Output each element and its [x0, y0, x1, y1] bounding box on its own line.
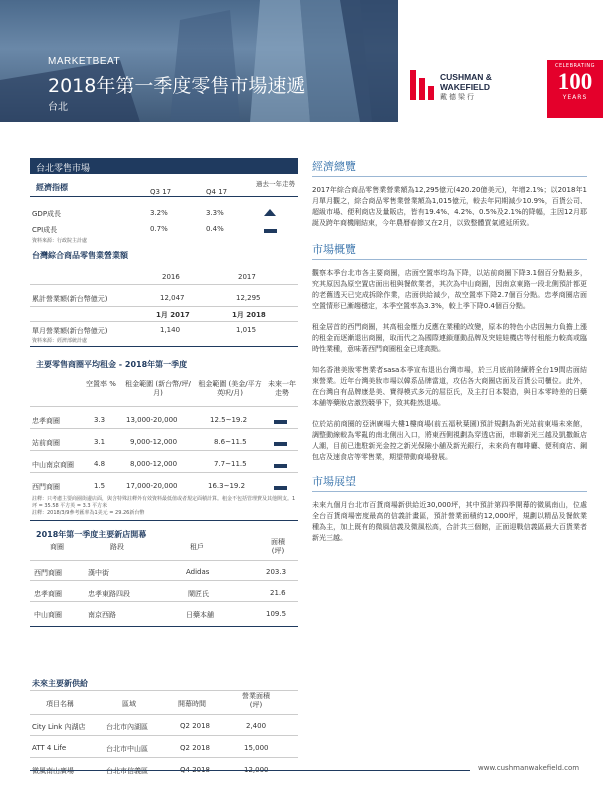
footer-divider [30, 770, 470, 771]
supply-time: Q2 2018 [180, 722, 211, 730]
rent-twd: 9,000-12,000 [130, 438, 178, 446]
col-district: 區域 [122, 700, 136, 708]
footer-url-link[interactable]: www.cushmanwakefield.com [478, 764, 580, 772]
page-title: 2018年第一季度零售市場速遞 [48, 75, 306, 97]
rents-note-2: 註釋：2018/3/9參考匯率為1美元 = 29.26新台幣 [32, 510, 145, 516]
col-road: 路段 [110, 543, 124, 551]
rents-note: 註釋：只考慮主要商圈街邊店面，與含特殊註釋外有效資料最低值或者規定面積計算。租金不包括管理費及其他開支。1 坪 = 35.58 平方英 = 3.3 平方米 [32, 496, 296, 509]
market-paragraph-4: 位於站前商圈的亞洲廣場大樓1樓商場(前五福秋葉園)預計規劃為新光站前東場未來館，調整動線較為零亂的南北側出入口，將東西側視劃為穿透店面，串聯新光三越及凱撒飯店人潮，目前已進駐新光金控之新光保險小舖及新光銀行，未來尚有咖啡廳、便利商店、鋼包店及速食店等零售業，期望帶動商場發展。 [312, 420, 587, 461]
market-paragraph-2: 租金居首的西門商圈，其高租金壓力反應在業種的改變，原本的特色小店因無力負擔上漲的租金而逐漸退出商圈，取而代之為國際連鎖運動品牌及突娃娃機店等付租能力較高或臨時性業種，意味著西門商圈租金已達高點。 [312, 323, 587, 353]
cumulative-2016: 12,047 [160, 294, 185, 302]
rent-usd: 8.6~11.5 [214, 438, 247, 446]
market-paragraph-3: 知名香港美妝零售業者sasa本季宣布退出台灣市場，於三月底前陸續將全台19間店面結束營業。近年台灣美妝市場以韓系品牌當道，攻佔各大商圈店面及百貨公司櫃位。此外，在台灣自有品牌康是美、寶得模式多元的屈臣氏，及主打日本製造，與日本零時差的日藥本舖等藥妝店激烈競爭下，致其鞋然退場。 [312, 366, 587, 407]
supply-district: 台北市信義區 [106, 767, 148, 775]
economy-heading: 經濟總覽 [312, 158, 587, 177]
supply-size: 12,000 [244, 766, 269, 774]
col-jan-2017: 1月 2017 [156, 311, 190, 319]
marketbeat-label: MARKETBEAT [48, 56, 121, 67]
trend-flat-icon [274, 440, 287, 448]
market-heading: 市場概覽 [312, 241, 587, 260]
col-rent-usd: 租金範圍 (美金/平方英呎/月) [198, 380, 262, 397]
district-name: 西門商圈 [32, 483, 60, 491]
trend-flat-icon [264, 227, 277, 235]
district-name: 站前商圈 [32, 439, 60, 447]
cpi-label: CPI成長 [32, 226, 58, 234]
logo-text-2: WAKEFIELD [440, 82, 491, 92]
lease-tenant: 鬧匠氏 [188, 590, 209, 598]
lease-size: 203.3 [266, 568, 287, 576]
lease-tenant: Adidas [186, 568, 210, 576]
trend-flat-icon [274, 484, 287, 492]
logo-text-1: CUSHMAN & [440, 72, 492, 82]
gdp-q4: 3.3% [206, 209, 224, 217]
lease-road: 漢中街 [88, 569, 109, 577]
leases-title: 2018年第一季度主要新店開幕 [36, 530, 147, 539]
lease-tenant: 日藥本舖 [186, 611, 214, 619]
celebrating-100-badge [547, 60, 603, 118]
supply-time: Q2 2018 [180, 744, 211, 752]
logo-chinese: 戴德梁行 [440, 93, 476, 101]
city-label: 台北 [48, 102, 68, 113]
rent-usd: 16.3~19.2 [208, 482, 246, 490]
supply-name: City Link 內湖店 [32, 723, 86, 731]
outlook-paragraph: 未來九個月台北市百貨商場新供給近30,000坪，其中預計第四季開幕的微風南山，位處全台百貨商場密度最高的信義計畫區，預計營業面積約12,000坪，規劃以精品及餐飲業種為主，加上既有的微風信義及微風松高，合計共三個館，正面迎戰信義區最大百貨業者新光三越。 [312, 501, 587, 542]
col-jan-2018: 1月 2018 [232, 311, 266, 319]
gdp-label: GDP成長 [32, 210, 62, 218]
lease-road: 南京西路 [88, 611, 116, 619]
source-2: 資料來源：經濟部統計處 [32, 338, 88, 344]
col-trend: 過去一年走勢 [256, 180, 295, 188]
supply-size: 15,000 [244, 744, 269, 752]
lease-size: 109.5 [266, 610, 287, 618]
col-floor-area: 營業面積 (坪) [242, 692, 270, 709]
vacancy: 3.3 [94, 416, 106, 424]
col-project-name: 項目名稱 [46, 700, 74, 708]
col-q4: Q4 17 [206, 188, 228, 196]
supply-district: 台北市中山區 [106, 745, 148, 753]
monthly-sales-label: 單月營業額(新台幣億元) [32, 327, 108, 335]
monthly-2017: 1,140 [160, 326, 181, 334]
district-name: 忠孝商圈 [32, 417, 60, 425]
supply-district: 台北市內湖區 [106, 723, 148, 731]
supply-time: Q4 2018 [180, 766, 211, 774]
supply-name: ATT 4 Life [32, 744, 67, 752]
col-2017: 2017 [238, 273, 256, 281]
cpi-q3: 0.7% [150, 225, 168, 233]
source-1: 資料來源：行政院主計處 [32, 238, 88, 244]
economy-paragraph: 2017年綜合商品零售業營業額為12,295億元(420.20億美元)，年增2.1%；以2018年1月單月觀之，綜合商品零售業營業額為1,015億元，較去年同期減少10.9%，百貨公司、超級市場、便利商店及量販店，皆有19.4%、4.2%、0.5%及2.1%的降幅，主因12月耶誕及跨年商機剛結束，今年農曆春節又在2月，以致整體買氣遞延所致。 [312, 186, 587, 227]
right-column [312, 158, 587, 544]
lease-size: 21.6 [270, 589, 286, 597]
col-rent-twd: 租金範圍 (新台幣/坪/月) [125, 380, 191, 397]
supply-size: 2,400 [246, 722, 267, 730]
vacancy: 3.1 [94, 438, 106, 446]
rent-usd: 12.5~19.2 [210, 416, 248, 424]
outlook-heading: 市場展望 [312, 473, 587, 492]
trend-up-icon [264, 209, 276, 218]
supply-title: 未來主要新供給 [32, 679, 88, 688]
retail-market-section-bar: 台北零售市場 [30, 158, 298, 174]
rent-twd: 8,000-12,000 [130, 460, 178, 468]
market-paragraph-1: 觀察本季台北市各主要商圈，店面空置率均為下降，以站前商圈下降3.1個百分點最多，究其原因為原空置店面出租與餐飲業者，其次為中山商圈，因南京東路一段北側預計都更的老舊透天已完成拆除作業，店面供給減少，故空置率下降2.7個百分點。忠孝商圈店面空置情形已漸趨穩定，本季空置率為3.3%，較上季下降0.4個百分點。 [312, 269, 587, 310]
rent-twd: 17,000-20,000 [126, 482, 178, 490]
badge-bottom-text: YEARS [562, 94, 588, 101]
lease-area: 忠孝商圈 [34, 590, 62, 598]
gdp-q3: 3.2% [150, 209, 168, 217]
col-future-trend: 未來一年走勢 [268, 380, 296, 397]
col-tenant: 租戶 [190, 543, 204, 551]
left-column [30, 158, 298, 775]
col-q3: Q3 17 [150, 188, 172, 196]
rent-usd: 7.7~11.5 [214, 460, 247, 468]
col-2016: 2016 [162, 273, 180, 281]
monthly-2018: 1,015 [236, 326, 257, 334]
trend-flat-icon [274, 418, 287, 426]
rent-twd: 13,000-20,000 [126, 416, 178, 424]
lease-area: 中山商圈 [34, 611, 62, 619]
cumulative-2017: 12,295 [236, 294, 261, 302]
badge-top-text: CELEBRATING [555, 63, 595, 69]
trend-flat-icon [274, 462, 287, 470]
logo-mark-icon [410, 70, 436, 100]
col-size: 面積 (坪) [271, 538, 285, 555]
lease-area: 西門商圈 [34, 569, 62, 577]
rents-title: 主要零售商圈平均租金 - 2018年第一季度 [36, 360, 188, 369]
supply-name: 微風南山廣場 [32, 767, 74, 775]
badge-number: 100 [557, 69, 593, 94]
col-open-time: 開幕時間 [178, 700, 206, 708]
sales-title: 台灣綜合商品零售業營業額 [32, 251, 128, 260]
col-area: 商圈 [50, 543, 64, 551]
vacancy: 1.5 [94, 482, 106, 490]
col-vacancy: 空置率 % [86, 380, 116, 388]
district-name: 中山南京商圈 [32, 461, 74, 469]
lease-road: 忠孝東路四段 [88, 590, 130, 598]
cushman-wakefield-logo [410, 70, 540, 100]
cumulative-sales-label: 累計營業額(新台幣億元) [32, 295, 108, 303]
vacancy: 4.8 [94, 460, 106, 468]
header-banner [0, 0, 612, 122]
cpi-q4: 0.4% [206, 225, 224, 233]
econ-indicators-title: 經濟指標 [36, 183, 68, 192]
